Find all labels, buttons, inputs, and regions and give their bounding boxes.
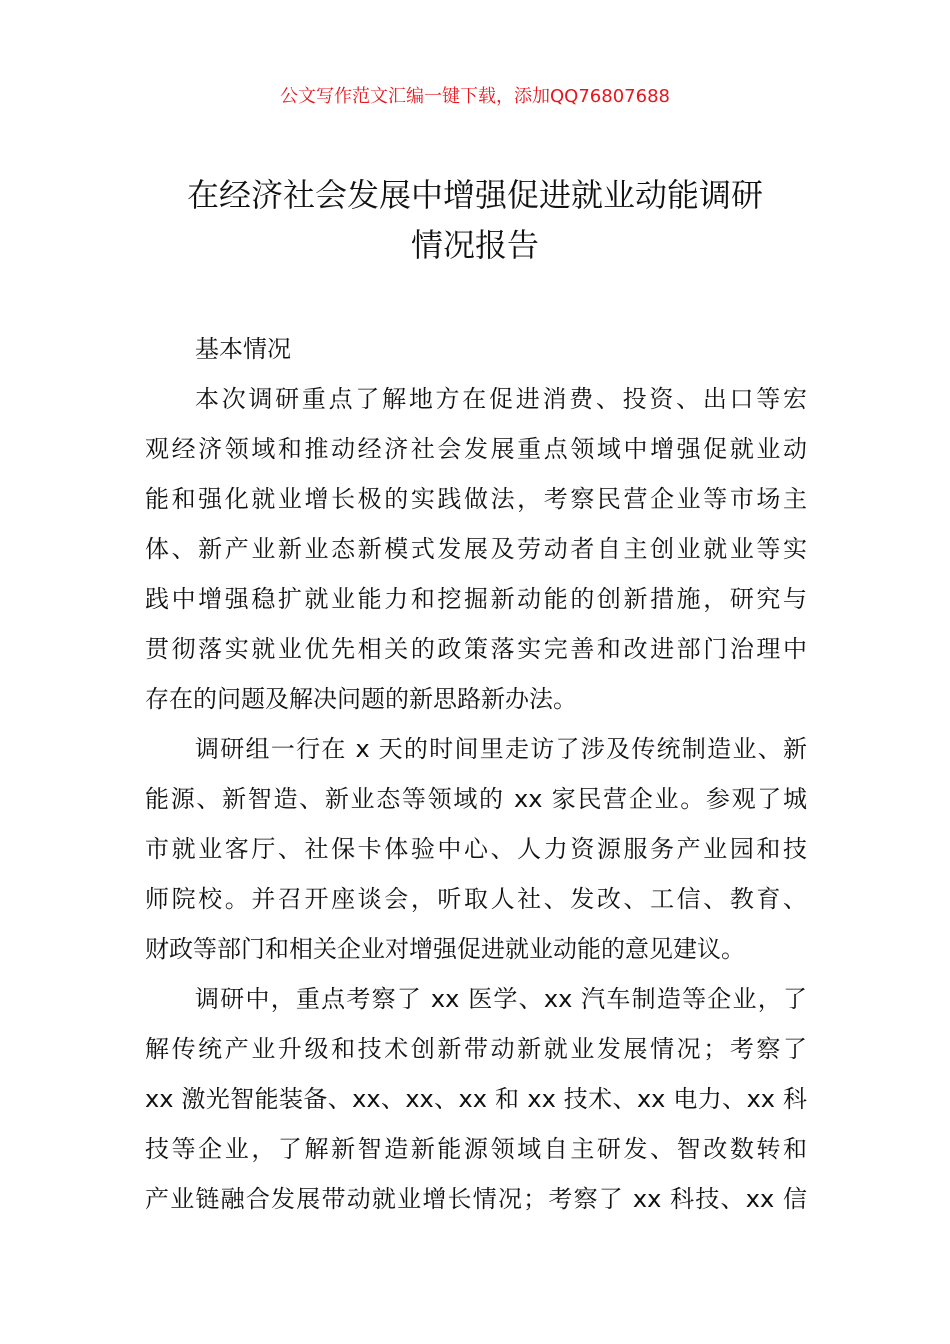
paragraph-line: 师院校。并召开座谈会，听取人社、发改、工信、教育、 — [145, 885, 807, 913]
paragraph-line: 技等企业，了解新智造新能源领域自主研发、智改数转和 — [145, 1135, 807, 1163]
paragraph-line: 践中增强稳扩就业能力和挖掘新动能的创新措施，研究与 — [145, 585, 807, 613]
paragraph-line: 体、新产业新业态新模式发展及劳动者自主创业就业等实 — [145, 535, 807, 563]
paragraph-line: 产业链融合发展带动就业增长情况；考察了 xx 科技、xx 信 — [145, 1185, 807, 1213]
paragraph-line: 能和强化就业增长极的实践做法，考察民营企业等市场主 — [145, 485, 807, 513]
paragraph-3 — [145, 976, 807, 1226]
paragraph-line: 财政等部门和相关企业对增强促进就业动能的意见建议。 — [145, 935, 745, 963]
paragraph-line: 能源、新智造、新业态等领域的 xx 家民营企业。参观了城 — [145, 785, 807, 813]
paragraph-1 — [145, 376, 807, 726]
watermark-banner: 公文写作范文汇编一键下载，添加QQ76807688 — [280, 86, 670, 107]
paragraph-line: 观经济领域和推动经济社会发展重点领域中增强促就业动 — [145, 435, 807, 463]
paragraph-2 — [145, 726, 807, 976]
paragraph-line: 调研中，重点考察了 xx 医学、xx 汽车制造等企业，了 — [195, 985, 807, 1013]
paragraph-line: 解传统产业升级和技术创新带动新就业发展情况；考察了 — [145, 1035, 807, 1063]
document-title — [100, 170, 850, 270]
paragraph-line: 存在的问题及解决问题的新思路新办法。 — [145, 685, 577, 713]
paragraph-line: 本次调研重点了解地方在促进消费、投资、出口等宏 — [195, 385, 807, 413]
section-heading: 基本情况 — [195, 335, 291, 363]
paragraph-line: xx 激光智能装备、xx、xx、xx 和 xx 技术、xx 电力、xx 科 — [145, 1085, 807, 1113]
title-line-1: 在经济社会发展中增强促进就业动能调研 — [186, 176, 763, 214]
paragraph-line: 调研组一行在 x 天的时间里走访了涉及传统制造业、新 — [195, 735, 807, 763]
paragraph-line: 贯彻落实就业优先相关的政策落实完善和改进部门治理中 — [145, 635, 807, 663]
document-body — [145, 326, 807, 1226]
paragraph-line: 市就业客厅、社保卡体验中心、人力资源服务产业园和技 — [145, 835, 807, 863]
title-line-2: 情况报告 — [410, 226, 539, 264]
